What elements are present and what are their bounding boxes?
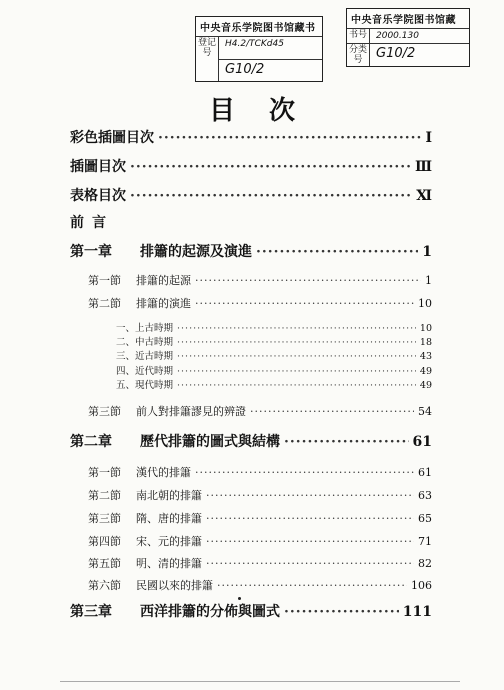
section-title: 前人對排簫謬見的辨證 xyxy=(136,405,246,418)
stamp-label: 分类号 xyxy=(347,44,370,66)
leader-dots xyxy=(206,512,414,525)
leader-dots xyxy=(217,579,407,592)
section-number: 第三節 xyxy=(88,405,121,418)
leader-dots xyxy=(130,159,411,175)
toc-entry-page: 1 xyxy=(422,244,432,260)
chapter-number: 第一章 xyxy=(70,244,112,260)
toc-entry-page: 61 xyxy=(418,466,432,479)
leader-dots xyxy=(158,130,421,146)
chapter-number: 第三章 xyxy=(70,604,112,620)
toc-section[interactable] xyxy=(88,555,432,571)
toc-section[interactable] xyxy=(88,403,432,419)
toc-subsection[interactable] xyxy=(116,334,432,348)
toc-entry[interactable] xyxy=(70,156,432,176)
toc-entry-page: 82 xyxy=(418,557,432,570)
section-number: 第四節 xyxy=(88,535,121,548)
toc-preface[interactable] xyxy=(70,212,114,232)
toc-entry-page: 106 xyxy=(411,579,432,592)
chapter-title: 排簫的起源及演進 xyxy=(140,244,252,260)
leader-dots xyxy=(284,434,409,450)
leader-dots xyxy=(250,405,414,418)
stamp-value: H4.2/TCKd45 xyxy=(219,37,322,60)
leader-dots xyxy=(130,188,412,204)
toc-entry-title: 插圖目次 xyxy=(70,159,126,175)
toc-section[interactable] xyxy=(88,295,432,311)
leader-dots xyxy=(177,366,416,377)
section-number: 第二節 xyxy=(88,297,121,310)
section-title: 南北朝的排簫 xyxy=(136,489,202,502)
toc-section[interactable] xyxy=(88,464,432,480)
toc-subsection[interactable] xyxy=(116,363,432,377)
leader-dots xyxy=(195,274,421,287)
print-speck xyxy=(238,597,241,600)
stamp-value: G10/2 xyxy=(376,46,416,61)
toc-section[interactable] xyxy=(88,577,432,593)
toc-entry-page: Ⅲ xyxy=(414,159,432,175)
section-number: 第六節 xyxy=(88,579,121,592)
section-title: 漢代的排簫 xyxy=(136,466,191,479)
toc-chapter[interactable] xyxy=(70,431,432,451)
toc-entry-page: I xyxy=(425,130,432,146)
toc-subsection[interactable] xyxy=(116,348,432,362)
toc-entry-page: 54 xyxy=(418,405,432,418)
section-number: 第一節 xyxy=(88,466,121,479)
library-stamp-left xyxy=(195,16,323,82)
stamp-value: 2000.130 xyxy=(376,31,419,41)
toc-entry-title: 彩色插圖目次 xyxy=(70,130,154,146)
toc-chapter[interactable] xyxy=(70,241,432,261)
toc-entry-page: 10 xyxy=(418,297,432,310)
toc-entry-page: 18 xyxy=(419,337,432,348)
chapter-title: 西洋排簫的分佈與圖式 xyxy=(140,604,280,620)
toc-entry-page: 10 xyxy=(419,323,432,334)
section-number: 第一節 xyxy=(88,274,121,287)
leader-dots xyxy=(206,535,414,548)
stamp-label: 书号 xyxy=(347,29,370,43)
toc-entry-page: 65 xyxy=(418,512,432,525)
leader-dots xyxy=(284,604,399,620)
section-title: 宋、元的排簫 xyxy=(136,535,202,548)
library-stamp-right xyxy=(346,8,470,67)
toc-section[interactable] xyxy=(88,487,432,503)
section-title: 排簫的演進 xyxy=(136,297,191,310)
subsection-title: 三、近古時期 xyxy=(116,351,174,362)
toc-entry[interactable] xyxy=(70,127,432,147)
leader-dots xyxy=(206,489,414,502)
section-title: 民國以來的排簫 xyxy=(136,579,213,592)
toc-entry-page: 63 xyxy=(418,489,432,502)
toc-entry-page: 1 xyxy=(425,274,432,287)
toc-entry-page: 61 xyxy=(412,434,432,450)
toc-entry-title: 表格目次 xyxy=(70,188,126,204)
subsection-title: 五、現代時期 xyxy=(116,380,174,391)
toc-entry[interactable] xyxy=(70,185,432,205)
leader-dots xyxy=(195,297,414,310)
stamp-header: 中央音乐学院图书馆藏 xyxy=(351,15,456,26)
chapter-number: 第二章 xyxy=(70,434,112,450)
leader-dots xyxy=(177,351,416,362)
toc-entry-page: 49 xyxy=(419,366,432,377)
toc-section[interactable] xyxy=(88,272,432,288)
section-number: 第二節 xyxy=(88,489,121,502)
stamp-label: 登记号 xyxy=(196,37,219,81)
toc-entry-page: 49 xyxy=(419,380,432,391)
toc-section[interactable] xyxy=(88,533,432,549)
toc-subsection[interactable] xyxy=(116,320,432,334)
leader-dots xyxy=(177,337,416,348)
toc-chapter[interactable] xyxy=(70,601,432,621)
toc-entry-title: 前言 xyxy=(70,215,114,231)
stamp-header: 中央音乐学院图书馆藏书 xyxy=(200,23,316,34)
subsection-title: 二、中古時期 xyxy=(116,337,174,348)
toc-subsection[interactable] xyxy=(116,377,432,391)
page-edge-rule xyxy=(60,681,460,682)
page-title: 目次 xyxy=(208,96,329,126)
section-title: 明、清的排簫 xyxy=(136,557,202,570)
section-title: 排簫的起源 xyxy=(136,274,191,287)
section-number: 第五節 xyxy=(88,557,121,570)
section-title: 隋、唐的排簫 xyxy=(136,512,202,525)
section-number: 第三節 xyxy=(88,512,121,525)
stamp-value: G10/2 xyxy=(225,61,265,77)
toc-entry-page: 111 xyxy=(402,604,432,620)
leader-dots xyxy=(177,380,416,391)
leader-dots xyxy=(256,244,418,260)
leader-dots xyxy=(206,557,414,570)
subsection-title: 四、近代時期 xyxy=(116,366,174,377)
leader-dots xyxy=(195,466,414,479)
toc-entry-page: Ⅺ xyxy=(416,188,432,204)
subsection-title: 一、上古時期 xyxy=(116,323,174,334)
leader-dots xyxy=(177,323,416,334)
toc-entry-page: 43 xyxy=(419,351,432,362)
toc-section[interactable] xyxy=(88,510,432,526)
chapter-title: 歷代排簫的圖式與結構 xyxy=(140,434,280,450)
toc-entry-page: 71 xyxy=(418,535,432,548)
